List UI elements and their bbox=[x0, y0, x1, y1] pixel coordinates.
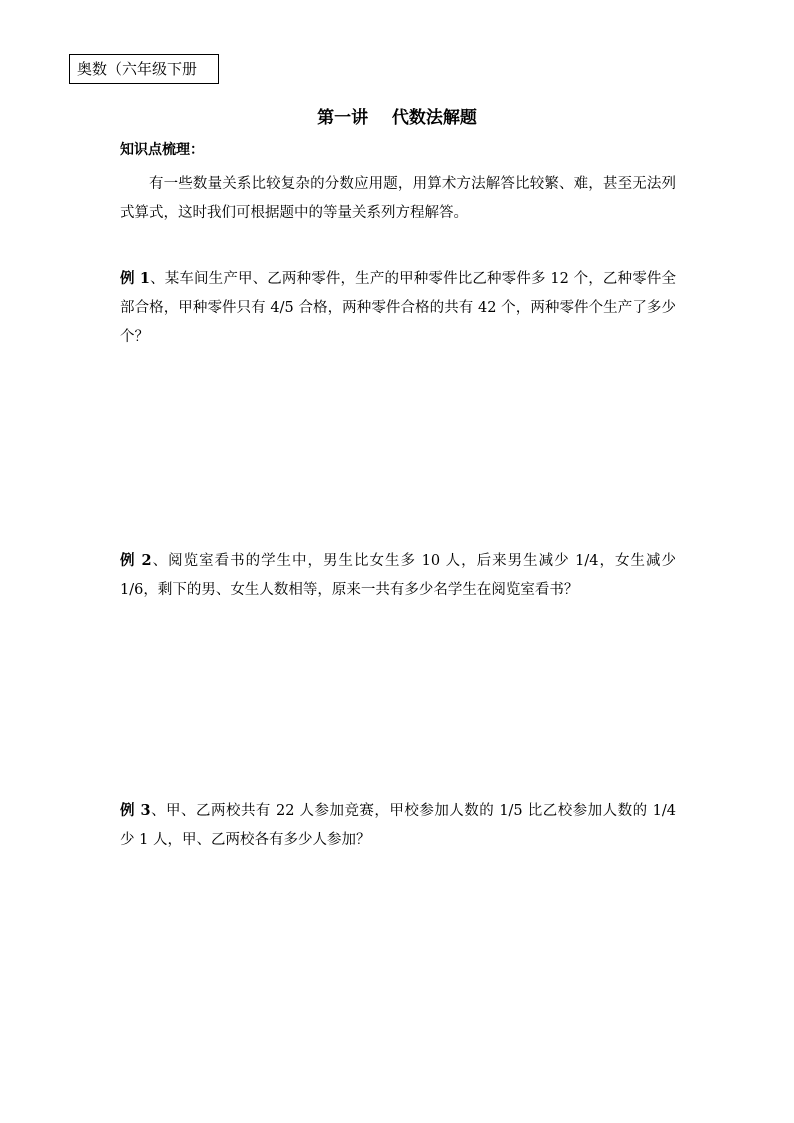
course-label-box bbox=[69, 54, 219, 84]
example-2 bbox=[120, 546, 676, 605]
example-3-text: 、甲、乙两校共有 22 人参加竞赛，甲校参加人数的 1/5 比乙校参加人数的 1/4 少 1 人，甲、乙两校各有多少人参加？ bbox=[120, 803, 676, 848]
example-3-label: 例 3 bbox=[120, 802, 151, 819]
page-title: 第一讲 代数法解题 bbox=[317, 108, 477, 128]
example-1 bbox=[120, 264, 676, 352]
example-2-text: 、阅览室看书的学生中，男生比女生多 10 人，后来男生减少 1/4，女生减少 1/6，剩下的男、女生人数相等，原来一共有多少名学生在阅览室看书？ bbox=[120, 553, 676, 598]
example-1-label: 例 1 bbox=[120, 270, 150, 287]
example-1-text: 、某车间生产甲、乙两种零件，生产的甲种零件比乙种零件多 12 个，乙种零件全部合格，甲种零件只有 4/5 合格，两种零件合格的共有 42 个，两种零件个生产了多少个？ bbox=[120, 271, 676, 345]
example-2-label: 例 2 bbox=[120, 552, 152, 569]
example-3 bbox=[120, 796, 676, 855]
section-heading: 知识点梳理： bbox=[120, 142, 204, 158]
course-label: 奥数（六年级下册 bbox=[77, 60, 198, 78]
intro-paragraph: 有一些数量关系比较复杂的分数应用题，用算术方法解答比较繁、难，甚至无法列式算式，这时我们可根据题中的等量关系列方程解答。 bbox=[120, 176, 676, 221]
